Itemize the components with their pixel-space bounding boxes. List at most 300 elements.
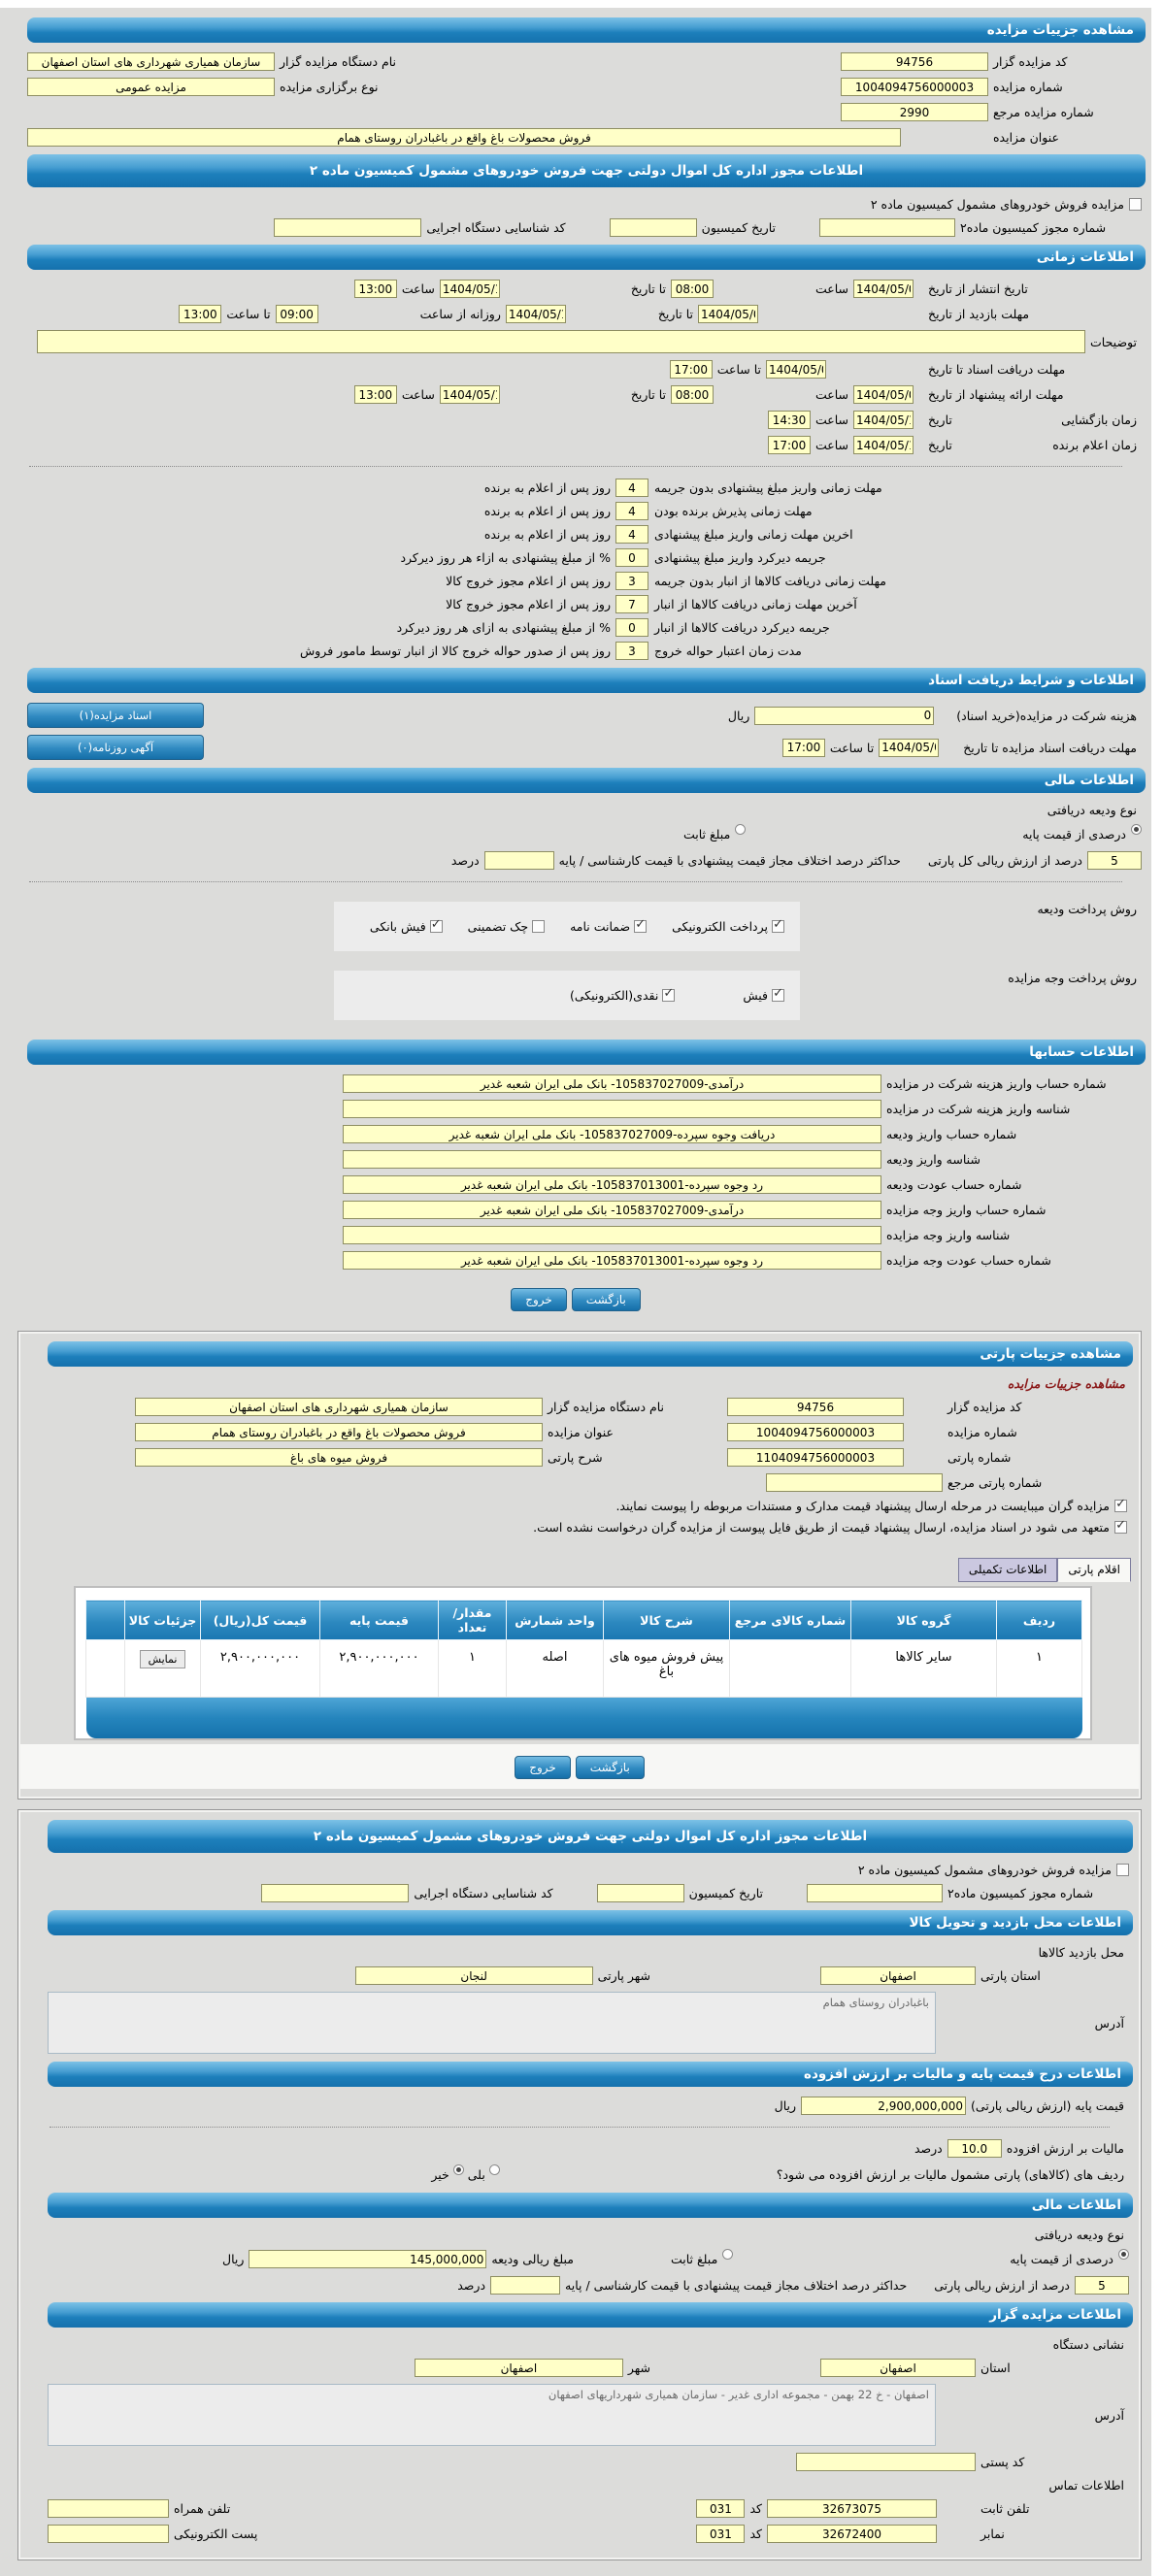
hour-label: ساعت — [401, 281, 435, 296]
penalty-suffix: روز پس از اعلام به برنده — [483, 480, 611, 495]
offer-label: مهلت ارائه پیشنهاد از تاریخ — [928, 387, 1064, 402]
party-auction-number-input[interactable] — [727, 1423, 904, 1441]
phone-code-input[interactable] — [696, 2499, 745, 2518]
penalty-row — [27, 595, 986, 613]
visit-from-time-input[interactable] — [276, 305, 318, 323]
newspaper-ad-button[interactable]: آگهی روزنامه(۰) — [27, 735, 204, 760]
percent-of-base-label: درصدی از قیمت پایه — [1010, 2252, 1113, 2266]
fax-input[interactable] — [767, 2525, 937, 2543]
opening-time-input[interactable] — [768, 411, 811, 429]
made2-checkbox[interactable] — [1129, 198, 1142, 211]
penalty-row — [27, 572, 986, 590]
auction-documents-button[interactable]: اسناد مزایده(۱) — [27, 703, 204, 728]
docs-deadline-label: مهلت دریافت اسناد تا تاریخ — [928, 362, 1066, 377]
row-publish-time — [27, 280, 1142, 298]
row-doc-deadline — [27, 735, 1142, 760]
auction-title-label: عنوان مزایده — [993, 130, 1059, 145]
docs-deadline-time-input[interactable] — [670, 360, 713, 379]
row-org-address-heading — [48, 2337, 1129, 2352]
row-made2-fields — [27, 218, 1142, 237]
hour-label: ساعت — [814, 413, 848, 427]
account-label: شماره حساب واریز وجه مزایده — [886, 1203, 1047, 1217]
account-label: شماره حساب واریز هزینه شرکت در مزایده — [886, 1076, 1107, 1091]
visit-to-time-input[interactable] — [179, 305, 221, 323]
contact-heading: اطلاعات تماس — [1048, 2478, 1124, 2493]
row-vat-percent — [48, 2139, 1129, 2158]
org-address-label: آدرس — [1094, 2407, 1124, 2423]
guarantee-label: ضمانت نامه — [570, 919, 631, 934]
vat-yes-label: بلی — [467, 2167, 485, 2182]
col-goods-details: جزئیات کالا — [125, 1601, 201, 1640]
max-diff-label: حداکثر درصد اختلاف مجاز قیمت پیشنهادی با قیمت کارشناسی / پایه — [565, 2278, 908, 2293]
party-tabs — [48, 1558, 1131, 1582]
account-input[interactable] — [343, 1201, 881, 1219]
section-header-made2-2: اطلاعات مجوز اداره کل اموال دولتی جهت فروش خودروهای مشمول کمیسیون ماده ۲ — [48, 1820, 1133, 1853]
bank-slip-checkbox[interactable] — [430, 920, 443, 933]
row-org-province — [48, 2359, 1129, 2377]
code-label: کد — [749, 2501, 762, 2516]
commitment-label: متعهد می شود در اسناد مزایده، ارسال پیشنهاد قیمت از طریق فایل پیوست از مزایده گران درخواست نشده است. — [533, 1520, 1110, 1535]
row-made2-fields-2 — [48, 1884, 1129, 1902]
vat-input[interactable] — [947, 2139, 1002, 2158]
penalty-label: جریمه دیرکرد دریافت کالاها از انبار — [654, 620, 830, 635]
email-input[interactable] — [48, 2525, 169, 2543]
secured-check-label: چک تضمینی — [467, 919, 529, 934]
fixed-amount-label: مبلغ ثابت — [671, 2252, 718, 2266]
row-phone — [48, 2499, 1129, 2518]
penalty-suffix: % از مبلغ پیشنهادی به ازای هر روز دیرکرد — [396, 620, 611, 635]
auction-type-label: نوع برگزاری مزایده — [280, 80, 379, 94]
hour-label: ساعت — [814, 438, 848, 452]
vat-label: مالیات بر ارزش افزوده — [1006, 2141, 1124, 2156]
auction-code-input[interactable] — [841, 52, 988, 71]
doc-deadline-date-input[interactable] — [879, 739, 939, 757]
col-goods-group: گروه کالا — [851, 1601, 997, 1640]
row-postal-code — [48, 2453, 1129, 2471]
row-auction-payment-method — [27, 971, 1142, 1020]
penalty-row — [27, 502, 986, 520]
visit-to-date-input[interactable] — [506, 305, 566, 323]
exit-button[interactable]: خروج — [515, 1756, 571, 1779]
account-input[interactable] — [343, 1125, 881, 1143]
to-date-label: تا تاریخ — [657, 307, 693, 321]
exit-button[interactable]: خروج — [511, 1288, 567, 1311]
org-province-input[interactable] — [820, 2359, 976, 2377]
account-input[interactable] — [343, 1251, 881, 1270]
vat-yes-radio[interactable] — [489, 2164, 500, 2175]
row-contact-heading — [48, 2478, 1129, 2493]
exec-code-input[interactable] — [274, 218, 421, 237]
org-city-input[interactable] — [415, 2359, 623, 2377]
party-items-grid — [74, 1586, 1092, 1740]
table-header-row — [86, 1601, 1082, 1640]
section-header-documents: اطلاعات و شرایط دریافت اسناد — [27, 668, 1146, 693]
org-address-textarea[interactable] — [48, 2384, 936, 2446]
penalty-input[interactable] — [615, 525, 648, 544]
penalty-suffix: روز پس از اعلام مجوز خروج کالا — [446, 597, 611, 611]
party-items-table — [85, 1600, 1082, 1698]
section-header-made2: اطلاعات مجوز اداره کل اموال دولتی جهت فروش خودروهای مشمول کمیسیون ماده ۲ — [27, 154, 1146, 187]
account-label: شناسه واریز ودیعه — [886, 1152, 980, 1167]
col-goods-desc: شرح کالا — [604, 1601, 730, 1640]
row-deposit-type-2 — [48, 2228, 1129, 2242]
slip-checkbox[interactable] — [772, 989, 784, 1002]
show-details-button[interactable]: نمایش — [140, 1650, 186, 1668]
section-header-financial: اطلاعات مالی — [27, 768, 1146, 793]
auction-type-input[interactable] — [27, 78, 275, 96]
winner-date-input[interactable] — [853, 436, 914, 454]
made2-checkbox-label: مزایده فروش خودروهای مشمول کمیسیون ماده ۲ — [870, 197, 1124, 212]
epay-label: پرداخت الکترونیکی — [672, 919, 768, 934]
col-count-unit: واحد شمارش — [507, 1601, 604, 1640]
party-province-input[interactable] — [820, 1966, 976, 1985]
row-vat-question — [48, 2164, 1129, 2185]
publish-to-time-input[interactable] — [354, 280, 397, 298]
publish-to-date-input[interactable] — [440, 280, 500, 298]
section-header-auction-details: مشاهده جزییات مزایده — [27, 17, 1146, 43]
row-made2-checkbox — [27, 197, 1142, 212]
dotted-divider — [29, 881, 1122, 882]
penalty-label: اخرین مهلت زمانی واریز مبلغ پیشنهادی — [654, 527, 853, 542]
cell-row-index: ۱ — [997, 1640, 1082, 1698]
commission-date-label: تاریخ کمیسیون — [688, 1886, 763, 1900]
auction-title-input[interactable] — [27, 128, 901, 147]
auction-number-label: شماره مزایده — [947, 1425, 1017, 1439]
row-description — [27, 330, 1142, 353]
to-date-label: تا تاریخ — [630, 387, 666, 402]
epay-checkbox[interactable] — [772, 920, 784, 933]
row-fax — [48, 2525, 1129, 2543]
row-deposit-radios — [27, 824, 1142, 844]
grid-pager-footer — [86, 1698, 1082, 1738]
vat-no-radio[interactable] — [453, 2164, 464, 2175]
cell-goods-group: سایر کالاها — [851, 1640, 997, 1698]
penalty-row — [27, 525, 986, 544]
org-name-input[interactable] — [27, 52, 275, 71]
penalty-suffix: روز پس از اعلام به برنده — [483, 504, 611, 518]
party-city-input[interactable] — [355, 1966, 593, 1985]
penalty-label: جریمه دیرکرد واریز مبلغ پیشنهادی — [654, 550, 826, 565]
offer-to-date-input[interactable] — [440, 385, 500, 404]
bank-slip-label: فیش بانکی — [369, 919, 426, 934]
exec-code-label: کد شناسایی دستگاه اجرایی — [426, 220, 566, 235]
hour-label: ساعت — [401, 387, 435, 402]
penalty-input[interactable] — [615, 618, 648, 637]
penalty-label: مهلت زمانی پذیرش برنده بودن — [654, 504, 813, 518]
row-offer-time — [27, 385, 1142, 404]
tab-extra-info[interactable]: اطلاعات تکمیلی — [958, 1558, 1057, 1582]
made2-checkbox[interactable] — [1116, 1864, 1129, 1876]
vat-no-label: خیر — [431, 2167, 449, 2182]
account-input[interactable] — [343, 1150, 881, 1169]
commission-date-input[interactable] — [610, 218, 697, 237]
row-visit-address — [48, 1992, 1129, 2054]
publish-from-date-input[interactable] — [853, 280, 914, 298]
account-row — [27, 1125, 1142, 1143]
deposit-type-label: نوع ودیعه دریافتی — [1047, 803, 1137, 817]
account-input[interactable] — [343, 1074, 881, 1093]
party-auction-details-heading: مشاهده جزییات مزایده — [1007, 1376, 1125, 1391]
row-opening-time — [27, 411, 1142, 429]
row-note-commitment — [32, 1520, 1127, 1535]
cash-electronic-checkbox[interactable] — [662, 989, 675, 1002]
to-date-label: تا تاریخ — [630, 281, 666, 296]
cell-total-price: ۲,۹۰۰,۰۰۰,۰۰۰ — [201, 1640, 320, 1698]
ref-number-input[interactable] — [841, 103, 988, 121]
penalty-label: مهلت زمانی دریافت کالاها از انبار بدون جریمه — [654, 574, 886, 588]
penalty-suffix: % از مبلغ پیشنهادی به ازاء هر روز دیرکرد — [400, 550, 611, 565]
offer-from-date-input[interactable] — [853, 385, 914, 404]
postal-code-label: کد پستی — [980, 2455, 1025, 2469]
deposit-percent-label: درصد از ارزش ریالی کل پارتی — [927, 853, 1082, 868]
max-diff-input[interactable] — [484, 851, 554, 870]
account-row — [27, 1100, 1142, 1118]
row-note-attachments — [32, 1499, 1127, 1513]
party-province-label: استان پارتی — [980, 1968, 1041, 1983]
row-ref-number — [27, 103, 1142, 121]
account-input[interactable] — [343, 1226, 881, 1244]
deposit-percent-label: درصد از ارزش ریالی پارتی — [934, 2278, 1070, 2293]
penalty-label: مهلت زمانی واریز مبلغ پیشنهادی بدون جریمه — [654, 480, 882, 495]
offer-to-time-input[interactable] — [354, 385, 397, 404]
section-header-visit-location: اطلاعات محل بازدید و تحویل کالا — [48, 1910, 1133, 1935]
cell-goods-desc: پیش فروش میوه های باغ — [604, 1640, 730, 1698]
row-party-auction-code — [48, 1398, 1129, 1416]
publish-from-time-input[interactable] — [671, 280, 714, 298]
table-row — [86, 1640, 1082, 1698]
row-visit-time — [27, 305, 1142, 323]
exec-code-input[interactable] — [261, 1884, 409, 1902]
auction-code-label: کد مزایده گزار — [947, 1400, 1022, 1414]
ref-number-label: شماره مزایده مرجع — [993, 105, 1094, 119]
col-row-index: ردیف — [997, 1601, 1082, 1640]
opening-date-input[interactable] — [853, 411, 914, 429]
phone-label: تلفن ثابت — [980, 2501, 1030, 2516]
section-header-accounts: اطلاعات حسابها — [27, 1040, 1146, 1065]
deposit-payment-label: روش پرداخت ودیعه — [1037, 902, 1137, 916]
fixed-amount-radio[interactable] — [722, 2249, 733, 2260]
percent-of-base-radio[interactable] — [1118, 2249, 1129, 2260]
account-row — [27, 1226, 1142, 1244]
account-row — [27, 1251, 1142, 1270]
account-label: شماره حساب عودت وجه مزایده — [886, 1253, 1051, 1268]
cell-ref-goods-number — [730, 1640, 851, 1698]
commission-date-input[interactable] — [597, 1884, 684, 1902]
cash-electronic-label: نقدی(الکترونیکی) — [569, 988, 659, 1003]
made2-permit-input[interactable] — [807, 1884, 943, 1902]
offer-from-time-input[interactable] — [671, 385, 714, 404]
cell-count-unit: اصله — [507, 1640, 604, 1698]
max-diff-label: حداکثر درصد اختلاف مجاز قیمت پیشنهادی با قیمت کارشناسی / پایه — [558, 853, 901, 868]
cell-goods-details — [125, 1640, 201, 1698]
attachments-required-label: مزایده گران میبایست در مرحله ارسال پیشنهاد قیمت مدارک و مستندات مربوطه را پیوست نمایند. — [615, 1499, 1110, 1513]
mobile-input[interactable] — [48, 2499, 169, 2518]
deposit-percent-input[interactable] — [1087, 851, 1142, 870]
to-hour-label: تا ساعت — [829, 740, 875, 755]
penalty-row — [27, 479, 986, 497]
tab-party-items[interactable]: اقلام پارتی — [1057, 1558, 1131, 1582]
exec-code-label: کد شناسایی دستگاه اجرایی — [414, 1886, 553, 1900]
section-header-timing: اطلاعات زمانی — [27, 245, 1146, 270]
org-name-label: نام دستگاه مزایده گزار — [280, 54, 397, 69]
penalty-input[interactable] — [615, 502, 648, 520]
daily-from-hour-label: روزانه از ساعت — [419, 307, 501, 321]
deposit-amount-input[interactable] — [249, 2250, 486, 2268]
doc-deadline-time-input[interactable] — [782, 739, 825, 757]
cell-quantity: ۱ — [439, 1640, 507, 1698]
description-input[interactable] — [37, 330, 1085, 353]
account-input[interactable] — [343, 1100, 881, 1118]
doc-fee-label: هزینه شرکت در مزایده(خرید اسناد) — [956, 708, 1137, 723]
auction-number-input[interactable] — [841, 78, 988, 96]
col-total-price: قیمت کل(ریال) — [201, 1601, 320, 1640]
guarantee-checkbox[interactable] — [634, 920, 647, 933]
col-ref-goods-number: شماره کالای مرجع — [730, 1601, 851, 1640]
panel2-buttons — [20, 1744, 1139, 1789]
party-auction-code-input[interactable] — [727, 1398, 904, 1416]
visit-from-date-input[interactable] — [698, 305, 758, 323]
attachments-required-checkbox[interactable] — [1114, 1500, 1127, 1512]
auction-title-label: عنوان مزایده — [548, 1425, 614, 1439]
docs-deadline-date-input[interactable] — [766, 360, 826, 379]
hour-label: ساعت — [814, 281, 848, 296]
deposit-percent-input[interactable] — [1075, 2276, 1129, 2295]
cell-base-price: ۲,۹۰۰,۰۰۰,۰۰۰ — [320, 1640, 439, 1698]
account-label: شماره حساب عودت ودیعه — [886, 1177, 1022, 1192]
col-blank — [86, 1601, 125, 1640]
rial-label: ریال — [222, 2252, 245, 2266]
visit-address-textarea[interactable] — [48, 1992, 936, 2054]
panel1-buttons — [0, 1276, 1151, 1321]
max-diff-input[interactable] — [490, 2276, 560, 2295]
postal-code-input[interactable] — [796, 2453, 976, 2471]
made2-permit-label: شماره مجوز کمیسیون ماده۲ — [960, 220, 1107, 235]
secured-check-checkbox[interactable] — [532, 920, 545, 933]
base-price-input[interactable] — [801, 2097, 966, 2115]
row-party-number — [48, 1448, 1129, 1467]
party-auction-title-input[interactable] — [135, 1423, 543, 1441]
row-deposit-percent — [27, 851, 1142, 870]
org-address-heading: نشانی دستگاه — [1052, 2337, 1124, 2352]
col-base-price: قیمت پایه — [320, 1601, 439, 1640]
publish-label: تاریخ انتشار از تاریخ — [928, 281, 1028, 296]
row-deposit-radios-2 — [48, 2249, 1129, 2269]
to-hour-label: تا ساعت — [716, 362, 761, 377]
phone-input[interactable] — [767, 2499, 937, 2518]
fax-label: نمابر — [980, 2526, 1005, 2541]
row-made2-checkbox-2 — [48, 1863, 1129, 1877]
party-ref-label: شماره پارتی مرجع — [947, 1475, 1043, 1490]
deposit-type-label: نوع ودیعه دریافتی — [1034, 2228, 1124, 2242]
made2-permit-input[interactable] — [819, 218, 955, 237]
account-row — [27, 1150, 1142, 1169]
commission-date-label: تاریخ کمیسیون — [701, 220, 776, 235]
fixed-amount-label: مبلغ ثابت — [683, 827, 731, 842]
hour-label: ساعت — [814, 387, 848, 402]
section-header-financial-2: اطلاعات مالی — [48, 2193, 1133, 2218]
auction-detail-page — [0, 8, 1151, 2576]
party-ref-input[interactable] — [766, 1473, 943, 1492]
row-doc-fee — [27, 703, 1142, 728]
account-input[interactable] — [343, 1175, 881, 1194]
vat-question-label: ردیف های (کالاهای) پارتی مشمول مالیات بر ارزش افزوده می شود؟ — [776, 2167, 1124, 2182]
penalty-input[interactable] — [615, 595, 648, 613]
doc-fee-input[interactable] — [754, 707, 934, 725]
penalty-suffix: روز پس از صدور حواله خروج کالا از انبار توسط مامور فروش — [300, 644, 611, 658]
auction-code-label: کد مزایده گزار — [993, 54, 1068, 69]
penalty-input[interactable] — [615, 548, 648, 567]
party-desc-label: شرح پارتی — [548, 1450, 603, 1465]
to-hour-label: تا ساعت — [226, 307, 271, 321]
party-extra-panel — [17, 1809, 1142, 2560]
date-label: تاریخ — [928, 438, 952, 452]
penalty-row — [27, 548, 986, 567]
party-org-name-input[interactable] — [135, 1398, 543, 1416]
penalty-input[interactable] — [615, 479, 648, 497]
mobile-label: تلفن همراه — [174, 2501, 231, 2516]
penalty-input[interactable] — [615, 572, 648, 590]
row-party-auction-number — [48, 1423, 1129, 1441]
row-party-province — [48, 1966, 1129, 1985]
penalty-input[interactable] — [615, 642, 648, 660]
back-button[interactable]: بازگشت — [576, 1756, 645, 1779]
party-city-label: شهر پارتی — [597, 1968, 650, 1983]
row-auction-number — [27, 78, 1142, 96]
row-auction-code — [27, 52, 1142, 71]
description-label: توضیحات — [1090, 334, 1137, 349]
commitment-checkbox[interactable] — [1114, 1521, 1127, 1534]
account-row — [27, 1074, 1142, 1093]
row-deposit-type — [27, 803, 1142, 817]
fixed-amount-radio[interactable] — [735, 824, 746, 835]
percent-of-base-label: درصدی از قیمت پایه — [1022, 827, 1126, 842]
deposit-amount-label: مبلغ ریالی ودیعه — [491, 2252, 574, 2266]
account-label: شناسه واریز هزینه شرکت در مزایده — [886, 1102, 1071, 1116]
penalty-label: آخرین مهلت زمانی دریافت کالاها از انبار — [654, 597, 857, 611]
row-org-address — [48, 2384, 1129, 2446]
row-deposit-percent-2 — [48, 2276, 1129, 2295]
penalty-label: مدت زمان اعتبار حواله خروج — [654, 644, 802, 658]
account-label: شماره حساب واریز ودیعه — [886, 1127, 1017, 1141]
row-docs-deadline — [27, 360, 1142, 379]
org-name-label: نام دستگاه مزایده گزار — [548, 1400, 665, 1414]
row-deposit-payment-method — [27, 902, 1142, 951]
account-row — [27, 1175, 1142, 1194]
auction-payment-label: روش پرداخت وجه مزایده — [1008, 971, 1137, 985]
visit-label: مهلت بازدید از تاریخ — [928, 307, 1030, 321]
penalty-row — [27, 642, 986, 660]
row-party-ref-number — [48, 1473, 1129, 1492]
panel2-footer-strip — [20, 1744, 1139, 1789]
made2-checkbox-label: مزایده فروش خودروهای مشمول کمیسیون ماده ۲ — [857, 1863, 1112, 1877]
party-desc-input[interactable] — [135, 1448, 543, 1467]
org-city-label: شهر — [627, 2361, 650, 2375]
back-button[interactable]: بازگشت — [572, 1288, 641, 1311]
account-label: شناسه واریز وجه مزایده — [886, 1228, 1011, 1242]
percent-of-base-radio[interactable] — [1131, 824, 1142, 835]
percent-label: درصد — [914, 2141, 943, 2156]
party-number-input[interactable] — [727, 1448, 904, 1467]
fax-code-input[interactable] — [696, 2525, 745, 2543]
dotted-divider — [50, 2127, 1110, 2128]
winner-label: زمان اعلام برنده — [1052, 438, 1137, 452]
party-number-label: شماره پارتی — [947, 1450, 1012, 1465]
visit-place-heading: محل بازدید کالاها — [1038, 1945, 1124, 1960]
row-winner-time — [27, 436, 1142, 454]
code-label: کد — [749, 2526, 762, 2541]
row-base-price — [48, 2097, 1129, 2115]
winner-time-input[interactable] — [768, 436, 811, 454]
